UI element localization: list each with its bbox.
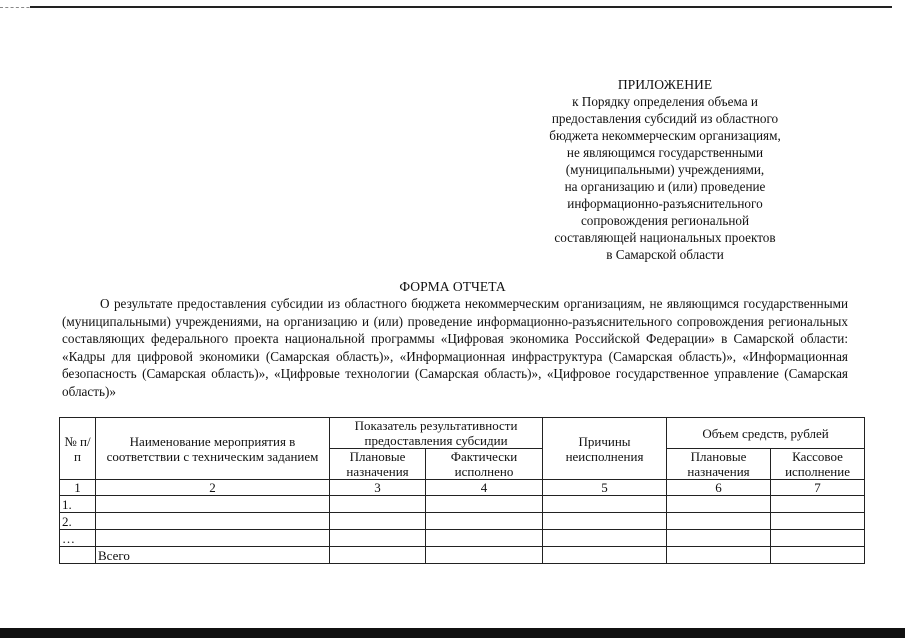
appendix-line: не являющимся государственными: [566, 145, 764, 160]
table-cell: [667, 513, 771, 530]
column-number: 4: [426, 480, 543, 496]
table-cell: [667, 496, 771, 513]
table-cell: [330, 513, 426, 530]
row-number: 2.: [60, 513, 96, 530]
table-row: [60, 496, 865, 513]
table-cell: [771, 496, 865, 513]
table-cell: [667, 530, 771, 547]
appendix-title: ПРИЛОЖЕНИЕ: [617, 77, 713, 92]
table-cell: [543, 496, 667, 513]
header-cash: Кассовое исполнение: [771, 449, 865, 480]
table-cell: [771, 513, 865, 530]
appendix-line: бюджета некоммерческим организациям,: [549, 128, 781, 143]
appendix-line: предоставления субсидий из областного: [551, 111, 779, 126]
column-number: 2: [96, 480, 330, 496]
column-number: 3: [330, 480, 426, 496]
appendix-line: информационно-разъяснительного: [567, 196, 763, 211]
report-table: [59, 417, 865, 564]
appendix-line: в Самарской области: [606, 247, 724, 262]
table-row: [60, 513, 865, 530]
form-title: ФОРМА ОТЧЕТА: [399, 279, 506, 294]
column-number-row: [60, 480, 865, 496]
top-border-line: [30, 6, 892, 8]
appendix-line: к Порядку определения объема и: [572, 94, 758, 109]
table-cell: [543, 530, 667, 547]
table-cell: [543, 547, 667, 564]
header-planned: Плановые назначения: [330, 449, 426, 480]
header-number: № п/п: [60, 418, 96, 480]
table-cell: [330, 547, 426, 564]
table-cell: [96, 530, 330, 547]
header-activity-name: Наименование мероприятия в соответствии с техническим заданием: [96, 418, 330, 480]
column-number: 1: [60, 480, 96, 496]
table-cell: [771, 547, 865, 564]
row-number: …: [60, 530, 96, 547]
table-cell: [330, 496, 426, 513]
table-cell: [771, 530, 865, 547]
table-cell: [667, 547, 771, 564]
header-indicator-group: Показатель результативности предоставления субсидии: [330, 418, 543, 449]
column-number: 7: [771, 480, 865, 496]
table-cell: [426, 547, 543, 564]
appendix-line: составляющей национальных проектов: [554, 230, 776, 245]
table-cell: [543, 513, 667, 530]
report-description: О результате предоставления субсидии из областного бюджета некоммерческим организациям, не являющимся государственными (муниципальными) учреждениями, на организацию и (или) проведение информационно-разъяснительного сопровождения региональных составляющих федерального проекта национальной программы «Цифровая экономика Российской Федерации» в Самарской области: «Кадры для цифровой экономики (Самарская область)», «Информационная инфраструктура (Самарская область)», «Информационная безопасность (Самарская область)», «Цифровые технологии (Самарская область)», «Цифровое государственное управление (Самарская область)»: [62, 296, 848, 399]
appendix-line: (муниципальными) учреждениями,: [565, 162, 765, 177]
header-reasons: Причины неисполнения: [543, 418, 667, 480]
table-cell: [426, 513, 543, 530]
table-cell: [96, 513, 330, 530]
header-planned-funds: Плановые назначения: [667, 449, 771, 480]
appendix-block: [505, 76, 825, 263]
table-cell: [330, 530, 426, 547]
row-number: 1.: [60, 496, 96, 513]
table-cell: [426, 530, 543, 547]
header-actual: Фактически исполнено: [426, 449, 543, 480]
table-cell: [96, 496, 330, 513]
table-row: [60, 530, 865, 547]
table-cell: [60, 547, 96, 564]
bottom-border-bar: [0, 628, 905, 638]
table-cell: [426, 496, 543, 513]
total-label: Всего: [96, 547, 330, 564]
appendix-line: сопровождения региональной: [580, 213, 750, 228]
column-number: 5: [543, 480, 667, 496]
header-volume-group: Объем средств, рублей: [667, 418, 865, 449]
total-row: [60, 547, 865, 564]
appendix-line: на организацию и (или) проведение: [564, 179, 766, 194]
column-number: 6: [667, 480, 771, 496]
